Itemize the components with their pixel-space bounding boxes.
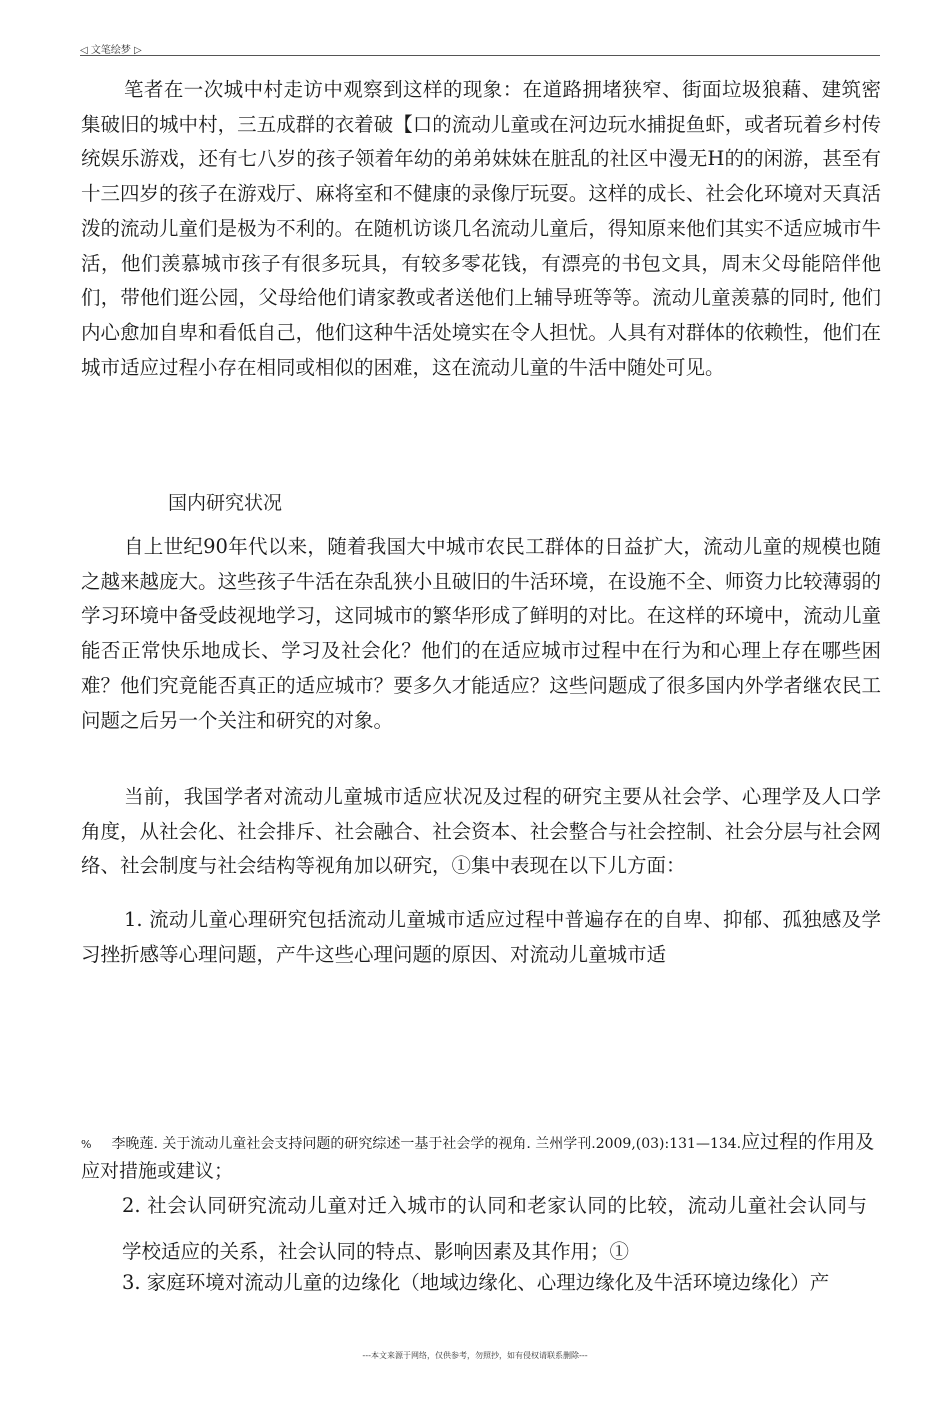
paragraph-research: 当前，我国学者对流动儿童城市适应状况及过程的研究主要从社会学、心理学及人口学角度，从社会化、社会排斥、社会融合、社会资本、社会整合与社会控制、社会分层与社会网络、社会制度与社会结构等视角加以研究，①集中表现在以下儿方面： — [81, 785, 881, 878]
footer-disclaimer: ---本文来源于网络，仅供参考，勿照抄，如有侵权请联系删除--- — [362, 1351, 588, 1360]
list-item-2: 2. 社会认同研究流动儿童对迁入城市的认同和老家认同的比较，流动儿童社会认同与学校适应的关系，社会认同的特点、影响因素及其作用；① — [122, 1194, 867, 1263]
list-item-3: 3. 家庭环境对流动儿童的边缘化（地域边缘化、心理边缘化及牛活环境边缘化）产 — [122, 1271, 830, 1294]
page-header — [80, 38, 880, 56]
section-heading: 国内研究状况 — [168, 492, 283, 514]
paragraph-item-1: 1. 流动儿童心理研究包括流动儿童城市适应过程中普遍存在的自卑、抑郁、孤独感及学习挫折感等心理问题，产牛这些心理问题的原因、对流动儿童城市适 — [81, 908, 881, 966]
footnote-symbol: % — [81, 1138, 92, 1151]
paragraph-background: 自上世纪90年代以来，随着我国大中城市农民工群体的日益扩大，流动儿童的规模也随之越来越庞大。这些孩子牛活在杂乱狭小且破旧的牛活环境，在设施不全、师资力比较薄弱的学习环境中备受歧视地学习，这同城市的繁华形成了鲜明的对比。在这样的环境中，流动儿童能否正常快乐地成长、学习及社会化？他们的在适应城市过程中在行为和心理上存在哪些困难？他们究竟能否真正的适应城市？要多久才能适应？这些问题成了很多国内外学者继农民工问题之后另一个关注和研究的对象。 — [81, 535, 881, 732]
header-rule — [80, 55, 880, 56]
header-mark: ◁ 文笔绘梦 ▷ — [80, 45, 142, 56]
footnote — [81, 1129, 881, 1185]
footnote-citation: 李晚莲. 关于流动儿童社会支持问题的研究综述一基于社会学的视角. 兰州学刊.2009,(03):131—134. — [111, 1136, 742, 1152]
footnote-continuation: 应过程的作用及应对措施或建议； — [81, 1131, 875, 1182]
paragraph-observation: 笔者在一次城中村走访中观察到这样的现象：在道路拥堵狭窄、街面垃圾狼藉、建筑密集破旧的城中村，三五成群的衣着破【口的流动儿童或在河边玩水捕捉鱼虾，或者玩着乡村传统娱乐游戏，还有七八岁的孩子领着年幼的弟弟妹妹在脏乱的社区中漫无H的的闲游，甚至有十三四岁的孩子在游戏厅、麻将室和不健康的录像厅玩耍。这样的成长、社会化环境对天真活泼的流动儿童们是极为不利的。在随机访谈几名流动儿童后，得知原来他们其实不适应城市牛活，他们羡慕城市孩子有很多玩具，有较多零花钱，有漂亮的书包文具，周末父母能陪伴他们，带他们逛公园，父母给他们请家教或者送他们上辅导班等等。流动儿童羡慕的同时, 他们内心愈加自卑和看低自己，他们这种牛活处境实在令人担忧。人具有对群体的依赖性，他们在城市适应过程小存在相同或相似的困难，这在流动儿童的牛活中随处可见。 — [81, 78, 881, 379]
